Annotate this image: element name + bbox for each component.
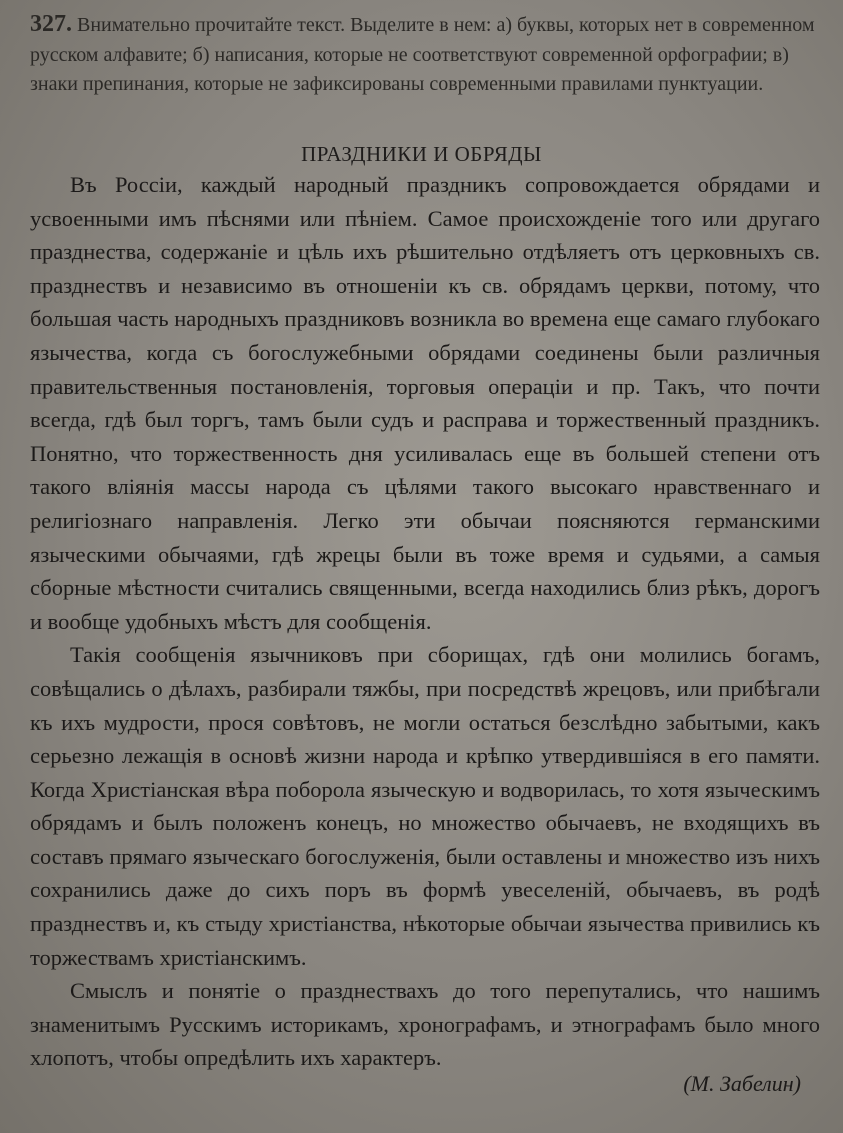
paragraph: Такiя сообщенiя язычниковъ при сборищах, гдѣ они молились богамъ, совѣщались о дѣлахъ, разбирали тяжбы, при посредствѣ жрецовъ, или прибѣгали къ ихъ мудрости, прося совѣтовъ, не могли остаться безслѣдно забытыми, какъ серьезно лежащiя в основѣ жизни народа и крѣпко утвердившiяся в его памяти. Когда Христiанская вѣра поборола языческую и водворилась, то хотя языческимъ обрядамъ и былъ положенъ конецъ, но множество обычаевъ, не входящихъ въ составъ прямаго языческаго богослуженiя, были оставлены и множество изъ нихъ сохранились даже до сихъ поръ въ формѣ увеселенiй, обычаевъ, въ родѣ празднествъ и, къ стыду христiанства, нѣкоторые обычаи язычества привились къ торжествамъ христiанскимъ. (30, 642, 820, 970)
paragraph: Въ Россiи, каждый народный праздникъ сопровождается обрядами и усвоенными имъ пѣснями или пѣнiем. Самое происхожденiе того или другаго празднества, содержанiе и цѣль ихъ рѣшительно отдѣляетъ отъ церковныхъ св. празднествъ и независимо въ отношенiи къ св. обрядамъ церкви, потому, что большая часть народныхъ праздниковъ возникла во времена еще самаго глубокаго язычества, когда съ богослужебными обрядами соединены были различныя правительственныя постановленiя, торговыя операцiи и пр. Такъ, что почти всегда, гдѣ был торгъ, тамъ были судъ и расправа и торжественный праздникъ. Понятно, что торжественность дня усиливалась еще въ большей степени отъ такого влiянiя массы народа съ цѣлями такого высокаго нравственнаго и религiознаго направленiя. Легко эти обычаи поясняются германскими языческими обычаями, гдѣ жрецы были въ тоже время и судьями, а самыя сборные мѣстности считались священными, всегда находились близ рѣкъ, дорогъ и вообще удобныхъ мѣстъ для сообщенiя. (30, 172, 820, 634)
exercise-instruction (30, 10, 820, 100)
main-text (30, 168, 820, 1075)
paragraph: Смыслъ и понятiе о празднествахъ до того перепутались, что нашимъ знаменитымъ Русскимъ историкамъ, хронографамъ, и этнографамъ было много хлопотъ, чтобы опредѣлить ихъ характеръ. (30, 978, 820, 1071)
author-attribution: (М. Забелин) (683, 1071, 801, 1096)
exercise-number: 327. (30, 11, 72, 37)
text-title: ПРАЗДНИКИ И ОБРЯДЫ (301, 142, 542, 166)
exercise-text: Внимательно прочитайте текст. Выделите в нем: а) буквы, которых нет в современном русском алфавите; б) написания, которые не соответствуют современной орфографии; в) знаки препинания, которые не зафиксированы современными правилами пунктуации. (30, 14, 815, 95)
